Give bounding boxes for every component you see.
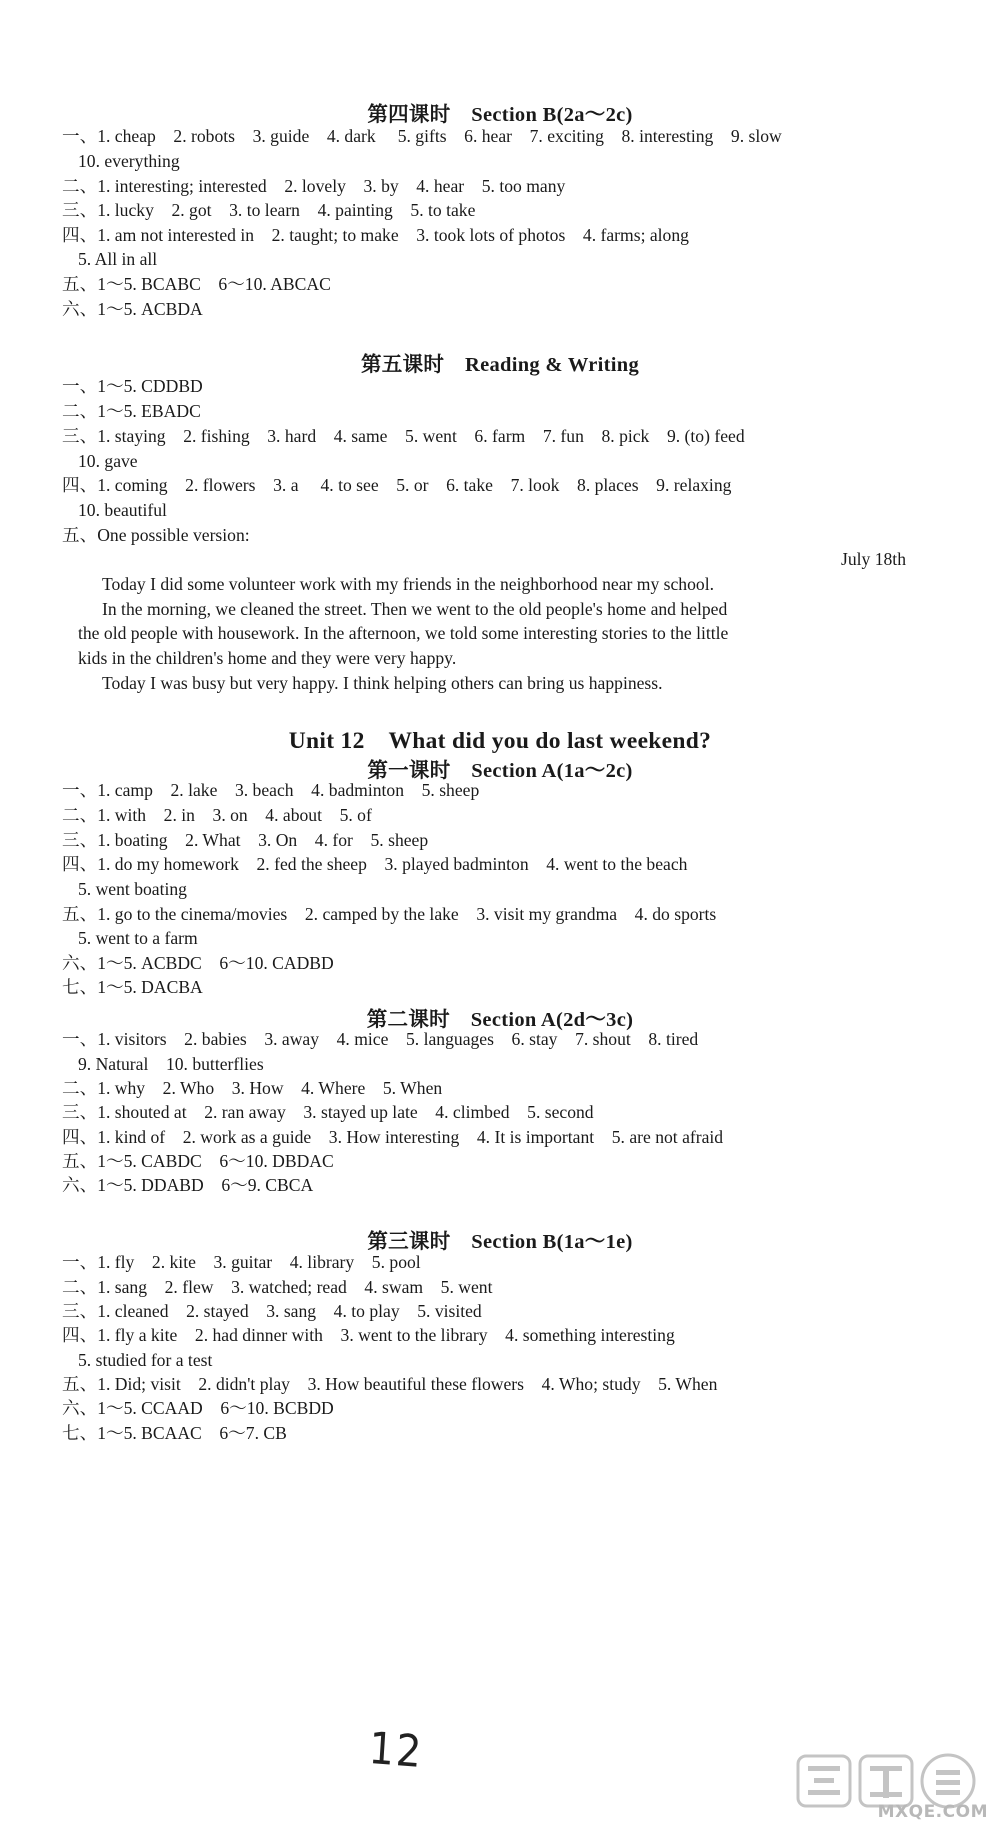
answer-line: 二、1～5. EBADC [62, 401, 201, 421]
answer-line: 六、1～5. ACBDA [62, 299, 203, 319]
answer-line: 四、1. fly a kite 2. had dinner with 3. went to the library 4. something interesting [62, 1325, 675, 1345]
answer-line: 五、1. Did; visit 2. didn't play 3. How beautiful these flowers 4. Who; study 5. When [62, 1374, 718, 1394]
answer-line: 二、1. interesting; interested 2. lovely 3. by 4. hear 5. too many [62, 176, 566, 196]
answer-line: 四、1. kind of 2. work as a guide 3. How interesting 4. It is important 5. are not afraid [62, 1127, 724, 1147]
answer-line: 七、1～5. DACBA [62, 977, 203, 997]
answer-line: 一、1～5. CDDBD [62, 376, 203, 396]
answer-line: 六、1～5. CCAAD 6～10. BCBDD [62, 1398, 334, 1418]
answer-line: 四、1. do my homework 2. fed the sheep 3. played badminton 4. went to the beach [62, 854, 688, 874]
answer-line: 5. All in all [78, 249, 158, 269]
answer-line: 三、1. lucky 2. got 3. to learn 4. painting 5. to take [62, 200, 476, 220]
section-title: 第五课时 Reading & Writing [360, 354, 640, 376]
answer-line: 一、1. visitors 2. babies 3. away 4. mice 5. languages 6. stay 7. shout 8. tired [62, 1029, 699, 1049]
answer-line: 五、1～5. CABDC 6～10. DBDAC [62, 1151, 334, 1171]
answer-line: 三、1. staying 2. fishing 3. hard 4. same 5. went 6. farm 7. fun 8. pick 9. (to) feed [62, 426, 745, 446]
section-title: 第二课时 Section A(2d～3c) [366, 1009, 634, 1031]
answer-line: 二、1. sang 2. flew 3. watched; read 4. swam 5. went [62, 1277, 493, 1297]
answer-line: 一、1. cheap 2. robots 3. guide 4. dark 5. gifts 6. hear 7. exciting 8. interesting 9. slow [62, 126, 782, 146]
answer-line: 10. beautiful [78, 500, 167, 520]
answer-line: 三、1. shouted at 2. ran away 3. stayed up late 4. climbed 5. second [62, 1102, 594, 1122]
answer-line: 10. gave [78, 451, 138, 471]
answer-line: 五、1. go to the cinema/movies 2. camped by the lake 3. visit my grandma 4. do sports [62, 904, 717, 924]
answer-line: 三、1. cleaned 2. stayed 3. sang 4. to play 5. visited [62, 1301, 482, 1321]
answer-line: 5. studied for a test [78, 1350, 213, 1370]
answer-line: 二、1. why 2. Who 3. How 4. Where 5. When [62, 1078, 443, 1098]
essay-paragraph: the old people with housework. In the afternoon, we told some interesting stories to the little [78, 623, 729, 643]
answer-line: 六、1～5. ACBDC 6～10. CADBD [62, 953, 334, 973]
answer-line: 五、1～5. BCABC 6～10. ABCAC [62, 274, 331, 294]
section-title: 第四课时 Section B(2a～2c) [367, 104, 633, 126]
answer-line: 一、1. fly 2. kite 3. guitar 4. library 5. pool [62, 1252, 421, 1272]
essay-paragraph: Today I was busy but very happy. I think helping others can bring us happiness. [102, 673, 663, 693]
answer-line: 四、1. am not interested in 2. taught; to make 3. took lots of photos 4. farms; along [62, 225, 689, 245]
answer-line: 5. went boating [78, 879, 187, 899]
section-title: 第一课时 Section A(1a～2c) [367, 760, 633, 782]
answer-line: 七、1～5. BCAAC 6～7. CB [62, 1423, 287, 1443]
answer-line: 5. went to a farm [78, 928, 198, 948]
answer-line: 二、1. with 2. in 3. on 4. about 5. of [62, 805, 372, 825]
answer-line: 一、1. camp 2. lake 3. beach 4. badminton 5. sheep [62, 780, 480, 800]
essay-paragraph: kids in the children's home and they were very happy. [78, 648, 457, 668]
section-title: 第三课时 Section B(1a～1e) [367, 1231, 633, 1253]
answer-line: 三、1. boating 2. What 3. On 4. for 5. sheep [62, 830, 429, 850]
answer-line: 六、1～5. DDABD 6～9. CBCA [62, 1175, 314, 1195]
answer-line: 9. Natural 10. butterflies [78, 1054, 264, 1074]
unit-title: Unit 12 What did you do last weekend? [288, 728, 712, 754]
answer-line: 10. everything [78, 151, 180, 171]
essay-paragraph: Today I did some volunteer work with my friends in the neighborhood near my school. [102, 574, 714, 594]
essay-paragraph: In the morning, we cleaned the street. Then we went to the old people's home and helped [102, 599, 728, 619]
answer-line: 五、One possible version: [62, 525, 250, 545]
answer-line: 四、1. coming 2. flowers 3. a 4. to see 5. or 6. take 7. look 8. places 9. relaxing [62, 475, 732, 495]
page-number: 12 [367, 1722, 425, 1779]
essay-date: July 18th [840, 549, 906, 569]
watermark-url: MXQE.COM [877, 1802, 988, 1822]
